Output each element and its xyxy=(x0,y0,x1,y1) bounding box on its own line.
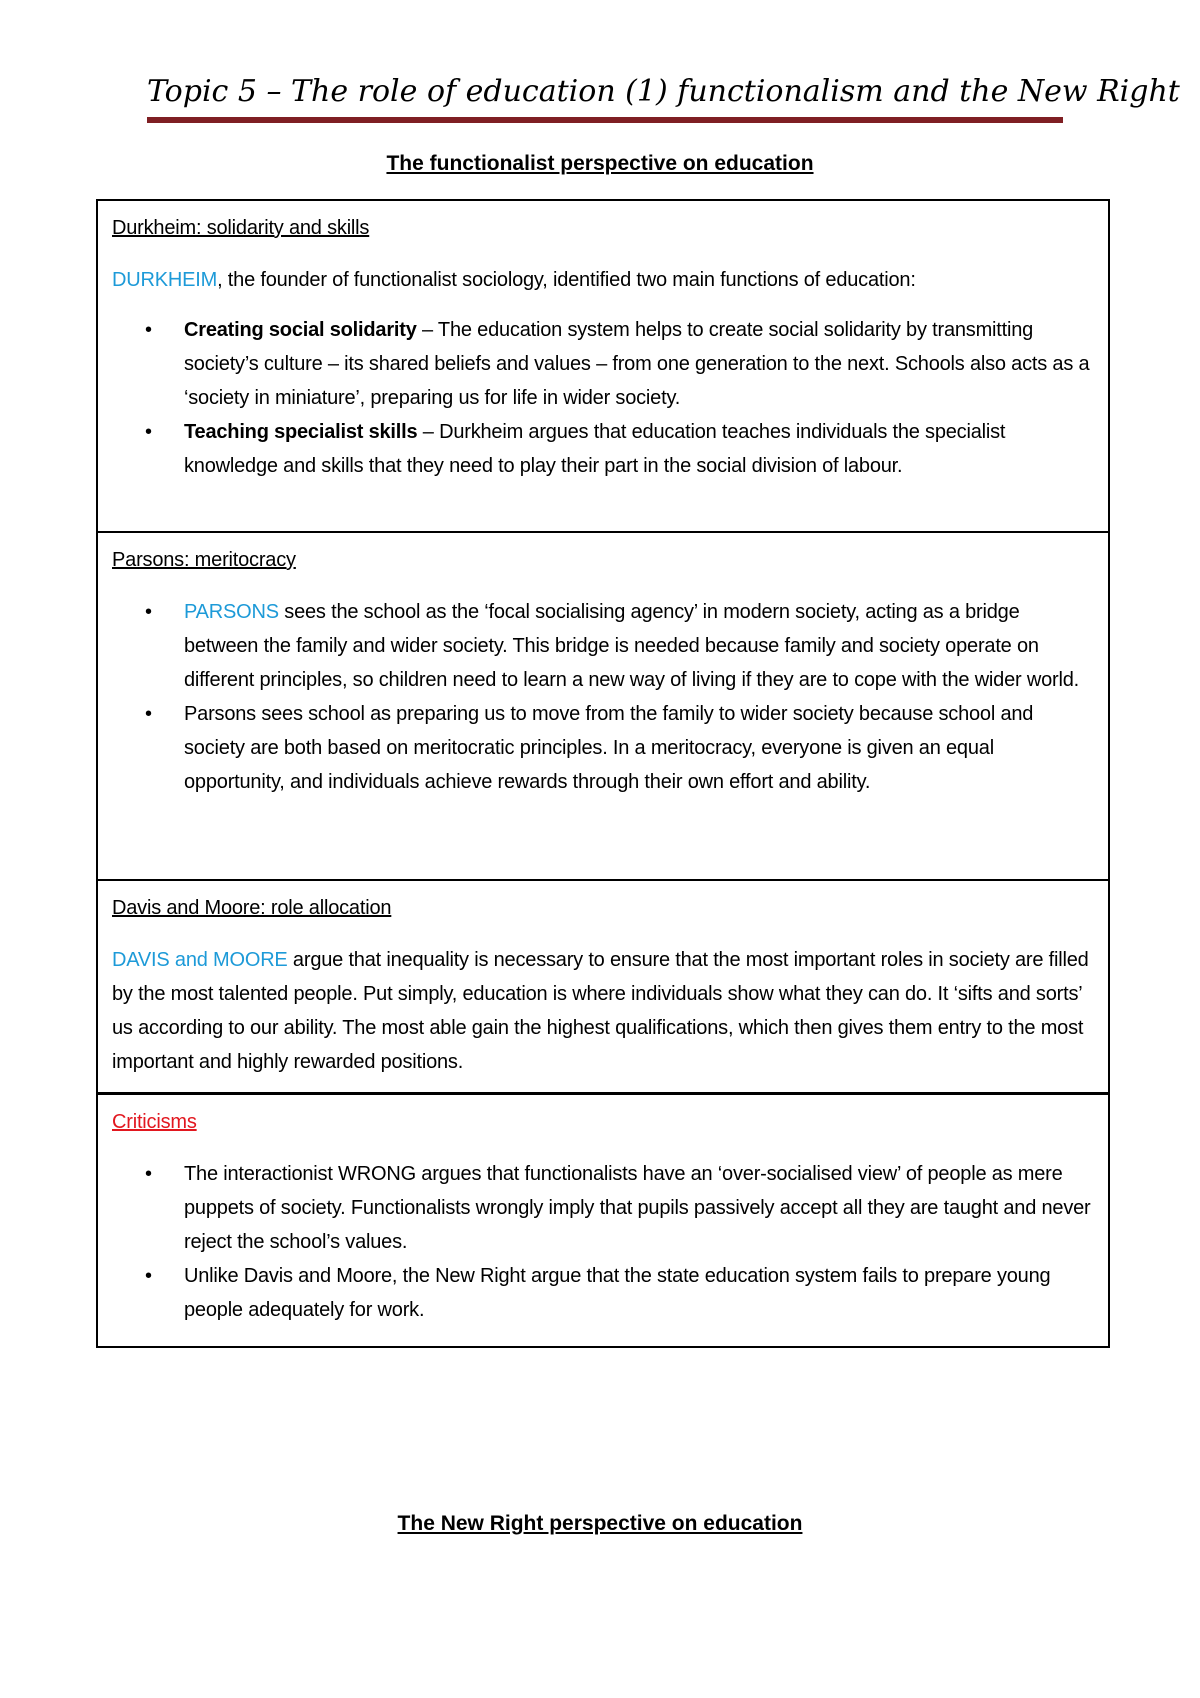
list-item xyxy=(112,1259,1094,1327)
criticisms-box xyxy=(96,1092,1110,1348)
document-title: Topic 5 – The role of education (1) functionalism and the New Right xyxy=(147,74,1180,109)
list-item xyxy=(112,697,1094,799)
section-heading-new-right: The New Right perspective on education xyxy=(397,1512,803,1535)
davis-moore-text: argue that inequality is necessary to ensure that the most important roles in society are filled by the most talented people. Put simply, education is where individuals show what they can do. It ‘sifts and sorts’ us according to our ability. The most able gain the highest qualifications, which then gives them entry to the most important and highly rewarded positions. xyxy=(112,949,1089,1073)
list-item xyxy=(112,595,1094,697)
list-item xyxy=(112,415,1094,483)
durkheim-name: DURKHEIM xyxy=(112,269,218,291)
point-lead: Creating social solidarity xyxy=(184,319,417,341)
durkheim-points xyxy=(112,313,1094,483)
bullet-icon: • xyxy=(145,1265,152,1287)
criticisms-heading: Criticisms xyxy=(112,1111,197,1133)
point-text: Parsons sees school as preparing us to move from the family to wider society because school and society are both based on meritocratic principles. In a meritocracy, everyone is given an equal opportunity, and individuals achieve rewards through their own effort and ability. xyxy=(184,703,1034,793)
davis-moore-heading: Davis and Moore: role allocation xyxy=(112,897,392,919)
list-item xyxy=(112,1157,1094,1259)
point-text: – Durkheim argues that education teaches individuals the specialist knowledge and skills that they need to play their part in the social division of labour. xyxy=(184,421,1006,477)
parsons-heading: Parsons: meritocracy xyxy=(112,549,296,571)
point-text: The interactionist WRONG argues that functionalists have an ‘over-socialised view’ of people as mere puppets of society. Functionalists wrongly imply that pupils passively accept all they are taught and never reject the school’s values. xyxy=(184,1163,1091,1253)
parsons-points xyxy=(112,595,1094,799)
section-heading-functionalist: The functionalist perspective on education xyxy=(386,152,814,175)
parsons-box xyxy=(96,531,1110,881)
title-rule xyxy=(147,117,1063,123)
davis-moore-name: DAVIS and MOORE xyxy=(112,949,288,971)
bullet-icon: • xyxy=(145,421,152,443)
bullet-icon: • xyxy=(145,1163,152,1185)
davis-moore-box xyxy=(96,879,1110,1094)
point-lead: Teaching specialist skills xyxy=(184,421,418,443)
bullet-icon: • xyxy=(145,703,152,725)
durkheim-heading: Durkheim: solidarity and skills xyxy=(112,217,370,239)
durkheim-intro xyxy=(112,263,1094,297)
davis-moore-paragraph xyxy=(112,943,1094,1079)
list-item xyxy=(112,313,1094,415)
point-text: – The education system helps to create social solidarity by transmitting society’s culture – its shared beliefs and values – from one generation to the next. Schools also acts as a ‘society in miniature’, preparing us for life in wider society. xyxy=(184,319,1090,409)
point-text: Unlike Davis and Moore, the New Right argue that the state education system fails to prepare young people adequately for work. xyxy=(184,1265,1051,1321)
durkheim-intro-text: , the founder of functionalist sociology, identified two main functions of education: xyxy=(217,269,916,291)
bullet-icon: • xyxy=(145,319,152,341)
criticisms-points xyxy=(112,1157,1094,1327)
bullet-icon: • xyxy=(145,601,152,623)
parsons-name: PARSONS xyxy=(184,601,279,623)
point-text: sees the school as the ‘focal socialising agency’ in modern society, acting as a bridge between the family and wider society. This bridge is needed because family and society operate on different principles, so children need to learn a new way of living if they are to cope with the wider world. xyxy=(184,601,1079,691)
durkheim-box xyxy=(96,199,1110,533)
